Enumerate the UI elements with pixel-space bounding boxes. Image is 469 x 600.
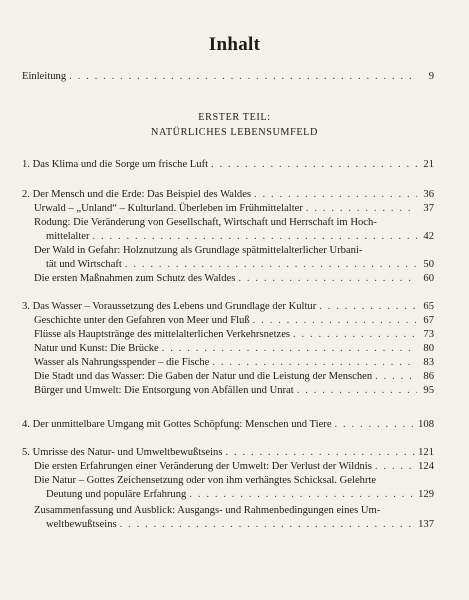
page-number: 50 <box>423 259 434 270</box>
toc-entry-3-5[interactable] <box>34 370 434 384</box>
toc-entry-chapter-3[interactable] <box>22 300 434 314</box>
page-number: 36 <box>423 189 434 200</box>
page-number: 37 <box>423 203 434 214</box>
toc-entry-5-1[interactable] <box>34 460 434 474</box>
toc-entry-3-1[interactable] <box>34 314 434 328</box>
entry-label: Bürger und Umwelt: Die Entsorgung von Abfällen und Unrat <box>34 385 294 396</box>
toc-entry-2-4[interactable] <box>34 272 434 286</box>
toc-entry-5-3[interactable] <box>46 518 434 532</box>
entry-label: Die ersten Maßnahmen zum Schutz des Waldes <box>34 273 236 284</box>
toc-entry-5-2[interactable] <box>46 488 434 502</box>
leader-dots <box>69 70 417 84</box>
entry-label: Natur und Kunst: Die Brücke <box>34 343 159 354</box>
entry-label: Deutung und populäre Erfahrung <box>46 489 187 500</box>
entry-label: Die ersten Erfahrungen einer Veränderung der Umwelt: Der Verlust der Wildnis <box>34 461 372 472</box>
page-number: 80 <box>423 343 434 354</box>
page-number: 86 <box>423 371 434 382</box>
toc-entry-2-2[interactable] <box>46 230 434 244</box>
leader-dots <box>293 328 417 342</box>
leader-dots <box>211 158 417 172</box>
toc-entry-2-2-line1[interactable]: Rodung: Die Veränderung von Gesellschaft, Wirtschaft und Herrschaft im Hoch- <box>34 217 377 228</box>
toc-entry-3-4[interactable] <box>34 356 434 370</box>
leader-dots <box>120 518 415 532</box>
entry-label: Einleitung <box>22 71 67 82</box>
leader-dots <box>125 258 417 272</box>
entry-label: Urwald – „Unland“ – Kulturland. Überleben im Frühmittelalter <box>34 203 303 214</box>
entry-label: Geschichte unter den Gefahren von Meer und Fluß <box>34 315 250 326</box>
page-number: 67 <box>423 315 434 326</box>
entry-label: tät und Wirtschaft <box>46 259 122 270</box>
toc-entry-chapter-2[interactable] <box>22 188 434 202</box>
leader-dots <box>238 272 417 286</box>
page-number: 129 <box>418 489 434 500</box>
page-number: 9 <box>428 71 434 82</box>
leader-dots <box>254 188 417 202</box>
leader-dots <box>225 446 415 460</box>
toc-entry-chapter-5[interactable] <box>22 446 434 460</box>
toc-entry-introduction[interactable] <box>22 70 434 84</box>
toc-entry-5-3-line1[interactable]: Zusammenfassung und Ausblick: Ausgangs- und Rahmenbedingungen eines Um- <box>34 505 381 516</box>
toc-entry-3-6[interactable] <box>34 384 434 398</box>
leader-dots <box>93 230 417 244</box>
leader-dots <box>253 314 417 328</box>
toc-entry-3-3[interactable] <box>34 342 434 356</box>
leader-dots <box>162 342 417 356</box>
entry-label: 4. Der unmittelbare Umgang mit Gottes Schöpfung: Menschen und Tiere <box>22 419 332 430</box>
entry-label: 2. Der Mensch und die Erde: Das Beispiel des Waldes <box>22 189 252 200</box>
entry-label: Wasser als Nahrungsspender – die Fische <box>34 357 210 368</box>
leader-dots <box>375 460 415 474</box>
leader-dots <box>297 384 417 398</box>
page-number: 60 <box>423 273 434 284</box>
page-number: 73 <box>423 329 434 340</box>
entry-label: 3. Das Wasser – Voraussetzung des Lebens und Grundlage der Kultur <box>22 301 317 312</box>
entry-label: weltbewußtseins <box>46 519 117 530</box>
leader-dots <box>306 202 417 216</box>
page-number: 42 <box>423 231 434 242</box>
toc-entry-chapter-4[interactable] <box>22 418 434 432</box>
leader-dots <box>375 370 417 384</box>
page-number: 108 <box>418 419 434 430</box>
page-number: 83 <box>423 357 434 368</box>
entry-label: Die Stadt und das Wasser: Die Gaben der Natur und die Leistung der Menschen <box>34 371 373 382</box>
leader-dots <box>335 418 416 432</box>
entry-label: 1. Das Klima und die Sorge um frische Luft <box>22 159 209 170</box>
toc-entry-5-2-line1[interactable]: Die Natur – Gottes Zeichensetzung oder von ihm verhängtes Schicksal. Gelehrte <box>34 475 377 486</box>
toc-entry-2-1[interactable] <box>34 202 434 216</box>
entry-label: mittelalter <box>46 231 90 242</box>
page-number: 21 <box>423 159 434 170</box>
part-subtitle: NATÜRLICHES LEBENSUMFELD <box>151 127 318 138</box>
page-number: 65 <box>423 301 434 312</box>
page-number: 137 <box>418 519 434 530</box>
toc-entry-2-3[interactable] <box>46 258 434 272</box>
page-number: 121 <box>418 447 434 458</box>
entry-label: 5. Umrisse des Natur- und Umweltbewußtseins <box>22 447 223 458</box>
page-title: Inhalt <box>208 34 261 55</box>
leader-dots <box>212 356 417 370</box>
part-heading: ERSTER TEIL: <box>198 112 271 123</box>
toc-entry-3-2[interactable] <box>34 328 434 342</box>
leader-dots <box>319 300 417 314</box>
toc-entry-2-3-line1[interactable]: Der Wald in Gefahr: Holznutzung als Grundlage spätmittelalterlicher Urbani- <box>34 245 363 256</box>
page-number: 95 <box>423 385 434 396</box>
leader-dots <box>189 488 415 502</box>
entry-label: Flüsse als Hauptstränge des mittelalterlichen Verkehrsnetzes <box>34 329 291 340</box>
page-number: 124 <box>418 461 434 472</box>
toc-entry-chapter-1[interactable] <box>22 158 434 172</box>
